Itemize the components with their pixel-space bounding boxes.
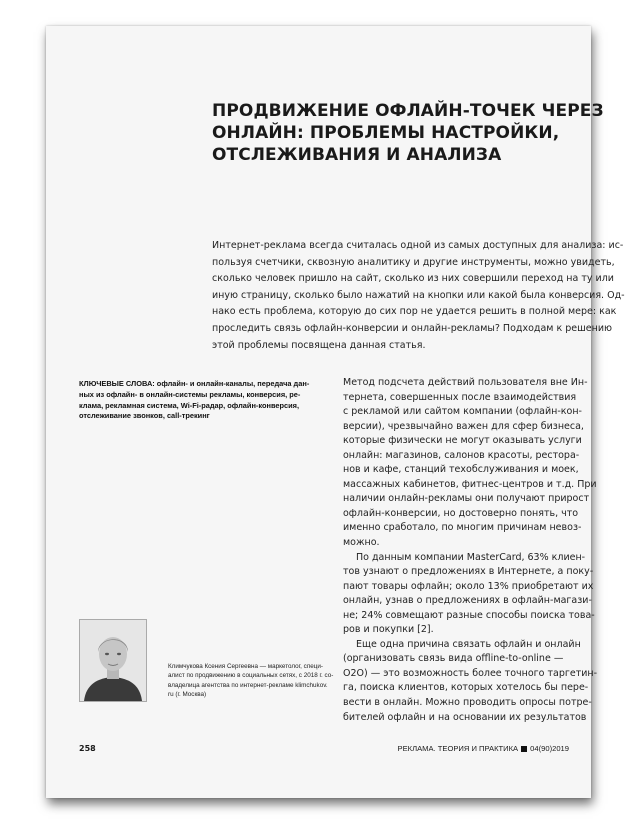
article-body <box>343 376 598 725</box>
body-line: Метод подсчета действий пользователя вне Ин- <box>343 377 588 388</box>
body-line: вести в онлайн. Можно проводить опросы потре- <box>343 697 592 709</box>
body-line: По данным компании MasterCard, 63% клиен- <box>356 551 586 563</box>
author-line: Климчукова Ксения Сергеевна — маркетолог, специ- <box>168 663 323 670</box>
body-line: не; 24% совмещают разные способы поиска това- <box>343 609 595 621</box>
author-photo <box>79 619 147 702</box>
body-line: бителей офлайн и на основании их результатов <box>343 711 587 723</box>
author-line: владелица агентства по интернет-рекламе klimchukov. <box>168 681 328 689</box>
lead-line: сколько человек пришло на сайт, сколько из них совершили переход на ту или <box>212 273 614 285</box>
page-number: 258 <box>79 744 96 753</box>
title-line: ОТСЛЕЖИВАНИЯ И АНАЛИЗА <box>212 145 502 165</box>
body-line: O2O) — это возможность более точного таргетин- <box>343 667 598 679</box>
body-line: (организовать связь вида offline-to-online — <box>343 653 564 665</box>
author-line: алист по продвижению в социальных сетях, с 2018 г. со- <box>168 672 334 680</box>
lead-line: проследить связь офлайн-конверсии и онлайн-рекламы? Подходам к решению <box>212 322 613 334</box>
body-line: массажных кабинетов, фитнес-центров и т.д. При <box>343 478 597 490</box>
body-line: с рекламой или сайтом компании (офлайн-кон- <box>343 406 582 418</box>
body-line: наличии онлайн-рекламы они получают прирост <box>343 493 590 505</box>
body-line: ров и покупки [2]. <box>343 624 434 636</box>
body-line: тов узнают о предложениях в Интернете, а поку- <box>343 566 594 578</box>
body-line: га, поиска клиентов, которых хотелось бы пере- <box>343 682 589 694</box>
lead-line: нако есть проблема, которую до сих пор не удается решить в полной мере: как <box>212 306 617 318</box>
title-line: ПРОДВИЖЕНИЕ ОФЛАЙН-ТОЧЕК ЧЕРЕЗ <box>212 101 604 121</box>
keywords-line: отслеживание звонков, call-трекинг <box>79 411 210 421</box>
title-line: ОНЛАЙН: ПРОБЛЕМЫ НАСТРОЙКИ, <box>212 123 560 143</box>
keywords-block <box>79 379 324 422</box>
keywords-line: ных из офлайн- в онлайн-системы рекламы, конверсия, ре- <box>79 389 301 399</box>
article-lead <box>212 238 625 354</box>
body-line: онлайн: магазинов, салонов красоты, рестора- <box>343 449 580 461</box>
body-line: именно сработало, по многим причинам невоз- <box>343 522 582 534</box>
body-line: онлайн, узнав о предложениях в офлайн-магази- <box>343 595 592 607</box>
square-bullet-icon <box>521 746 527 752</box>
keywords-line: КЛЮЧЕВЫЕ СЛОВА: офлайн- и онлайн-каналы, передача дан- <box>79 379 310 388</box>
body-line: тернета, совершенных после взаимодействия <box>343 391 577 403</box>
journal-footer <box>398 744 569 753</box>
journal-name: РЕКЛАМА. ТЕОРИЯ И ПРАКТИКА <box>397 744 519 753</box>
journal-page <box>46 26 625 798</box>
body-line: Еще одна причина связать офлайн и онлайн <box>356 638 581 650</box>
lead-line: иную страницу, сколько было нажатий на кнопки или какой была конверсия. Од- <box>212 289 625 301</box>
article-title <box>212 100 604 166</box>
journal-issue: 04(90)2019 <box>530 744 569 753</box>
lead-line: Интернет-реклама всегда считалась одной из самых доступных для анализа: ис- <box>212 240 624 251</box>
author-line: ru (г. Москва) <box>168 690 207 698</box>
body-line: которые физически не могут оказывать услуги <box>343 435 582 447</box>
keywords-line: клама, рекламная система, Wi-Fi-радар, офлайн-конверсия, <box>79 400 300 410</box>
body-line: можно. <box>343 537 380 549</box>
lead-line: этой проблемы посвящена данная статья. <box>212 339 426 351</box>
author-bio <box>168 662 343 699</box>
lead-line: пользуя счетчики, сквозную аналитику и другие инструменты, можно увидеть, <box>212 256 615 268</box>
body-line: версии), чрезвычайно важен для сфер бизнеса, <box>343 420 584 432</box>
body-line: нов и кафе, станций техобслуживания и моек, <box>343 464 579 476</box>
body-line: пают товары офлайн; около 13% приобретают их <box>343 580 594 592</box>
body-line: офлайн-конверсии, но достоверно понять, что <box>343 507 579 519</box>
